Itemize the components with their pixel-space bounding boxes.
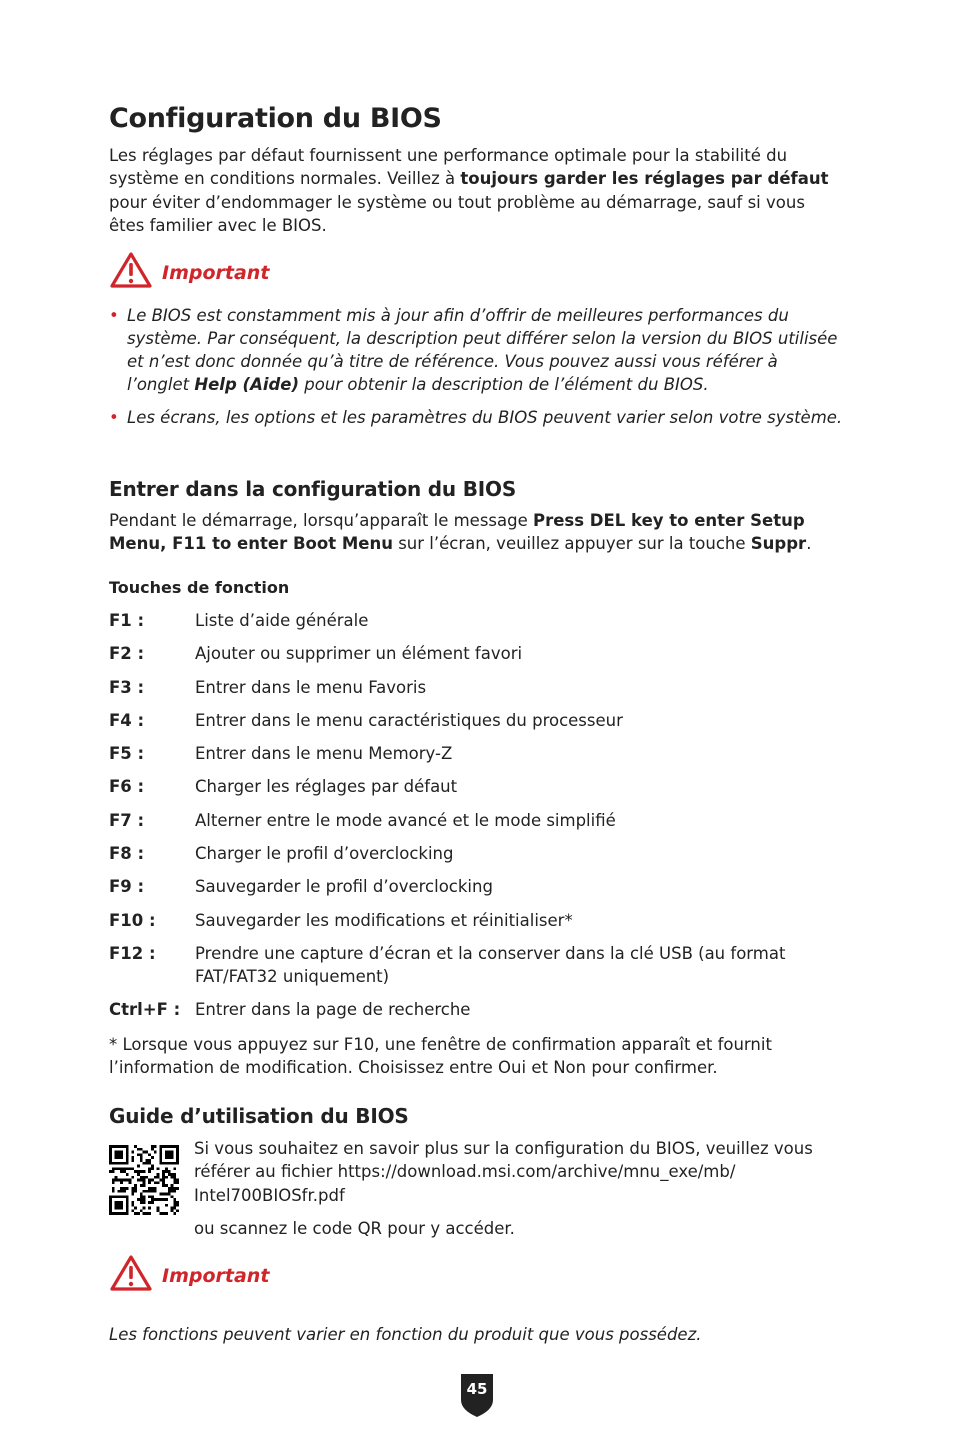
final-note: Les fonctions peuvent varier en fonction du produit que vous possédez. [109,1324,702,1344]
function-key-row [109,909,844,932]
function-key-description: Entrer dans le menu Favoris [195,677,427,697]
enter-bold-key: Suppr [750,534,807,554]
important-bullets [109,304,844,439]
function-key: F7 : [109,810,145,830]
important-label: Important [162,262,270,284]
function-key-description: Entrer dans la page de recherche [195,1000,471,1020]
function-key-row [109,742,844,765]
enter-paragraph [109,509,844,556]
function-key-description: Prendre une capture d’écran et la conserver dans la clé USB (au format FAT/FAT32 uniquement) [195,943,786,986]
section-heading-enter: Entrer dans la configuration du BIOS [109,477,517,501]
function-key: Ctrl+F : [109,1000,181,1020]
function-key-row [109,609,844,632]
guide-scan-text: ou scannez le code QR pour y accéder. [194,1219,515,1238]
function-key-description: Sauvegarder les modifications et réinitialiser* [195,910,573,930]
section-heading-guide: Guide d’utilisation du BIOS [109,1104,409,1128]
footnote: * Lorsque vous appuyez sur F10, une fenêtre de confirmation apparaît et fournit l’information de modification. Choisissez entre Oui et Non pour confirmer. [109,1035,772,1078]
function-key-description: Sauvegarder le profil d’overclocking [195,877,493,897]
function-key-row [109,775,844,798]
enter-text-mid: sur l’écran, veuillez appuyer sur la touche [392,534,751,554]
intro-text: Les réglages par défaut fournissent une performance optimale pour la stabilité du système en conditions normales. Veillez à [109,146,788,189]
bullet-bold: Help (Aide) [194,375,300,394]
page-number: 45 [466,1380,488,1398]
function-key-description: Entrer dans le menu caractéristiques du processeur [195,710,623,730]
page-number-badge [458,1372,496,1418]
function-keys-heading: Touches de fonction [109,578,290,597]
function-key: F12 : [109,943,156,963]
function-key-row [109,709,844,732]
enter-text: Pendant le démarrage, lorsqu’apparaît le message [109,511,533,530]
function-key: F2 : [109,644,145,664]
function-key: F1 : [109,611,145,630]
function-key: F3 : [109,677,145,697]
enter-bold-message: Press DEL key to enter Setup Menu, F11 to enter Boot Menu [109,511,805,554]
function-key-row [109,942,844,988]
important-header-2 [109,1254,269,1292]
function-key-description: Charger le profil d’overclocking [195,844,454,864]
function-key-description: Ajouter ou supprimer un élément favori [195,644,523,664]
function-key: F4 : [109,710,145,730]
function-key: F8 : [109,844,145,864]
bullet-text: Le BIOS est constamment mis à jour afin d’offrir de meilleures performances du système. Par conséquent, la description peut différer selon la version du BIOS utilisée et n’est donc donnée qu’à titre de référence. Vous pouvez aussi vous référer à l’onglet [127,306,838,394]
function-key-row [109,875,844,898]
intro-paragraph [109,144,844,238]
function-key-row [109,676,844,699]
function-key-description: Charger les réglages par défaut [195,777,458,797]
function-key-row [109,642,844,665]
function-keys-list [109,609,844,1032]
bullet-item: • Les écrans, les options et les paramètres du BIOS peuvent varier selon votre système. [109,406,844,429]
warning-triangle-icon [109,1254,153,1292]
intro-text-end: pour éviter d’endommager le système ou tout problème au démarrage, sauf si vous êtes familier avec le BIOS. [109,192,805,236]
important-header [109,251,269,289]
function-key: F9 : [109,877,145,897]
function-key-row [109,842,844,865]
function-key-row [109,809,844,832]
function-key-row [109,998,844,1021]
function-key-description: Alterner entre le mode avancé et le mode simplifié [195,810,616,830]
intro-bold: toujours garder les réglages par défaut [460,169,829,189]
guide-paragraph: Si vous souhaitez en savoir plus sur la configuration du BIOS, veuillez vous référer au fichier https://download.msi.com/archive/mnu_exe/mb/ Intel700BIOSfr.pdf [194,1139,813,1205]
function-key: F10 : [109,910,156,930]
bullet-text-end: pour obtenir la description de l’élément du BIOS. [299,375,709,394]
function-key: F6 : [109,777,145,797]
function-key-description: Entrer dans le menu Memory-Z [195,744,453,764]
important-label-2: Important [162,1265,270,1287]
page-title: Configuration du BIOS [109,103,442,134]
warning-triangle-icon [109,251,153,289]
function-key-description: Liste d’aide générale [195,611,369,630]
qr-code-icon [109,1145,179,1215]
function-key: F5 : [109,744,145,764]
bullet-item [109,304,844,396]
enter-text-end: . [806,534,812,554]
